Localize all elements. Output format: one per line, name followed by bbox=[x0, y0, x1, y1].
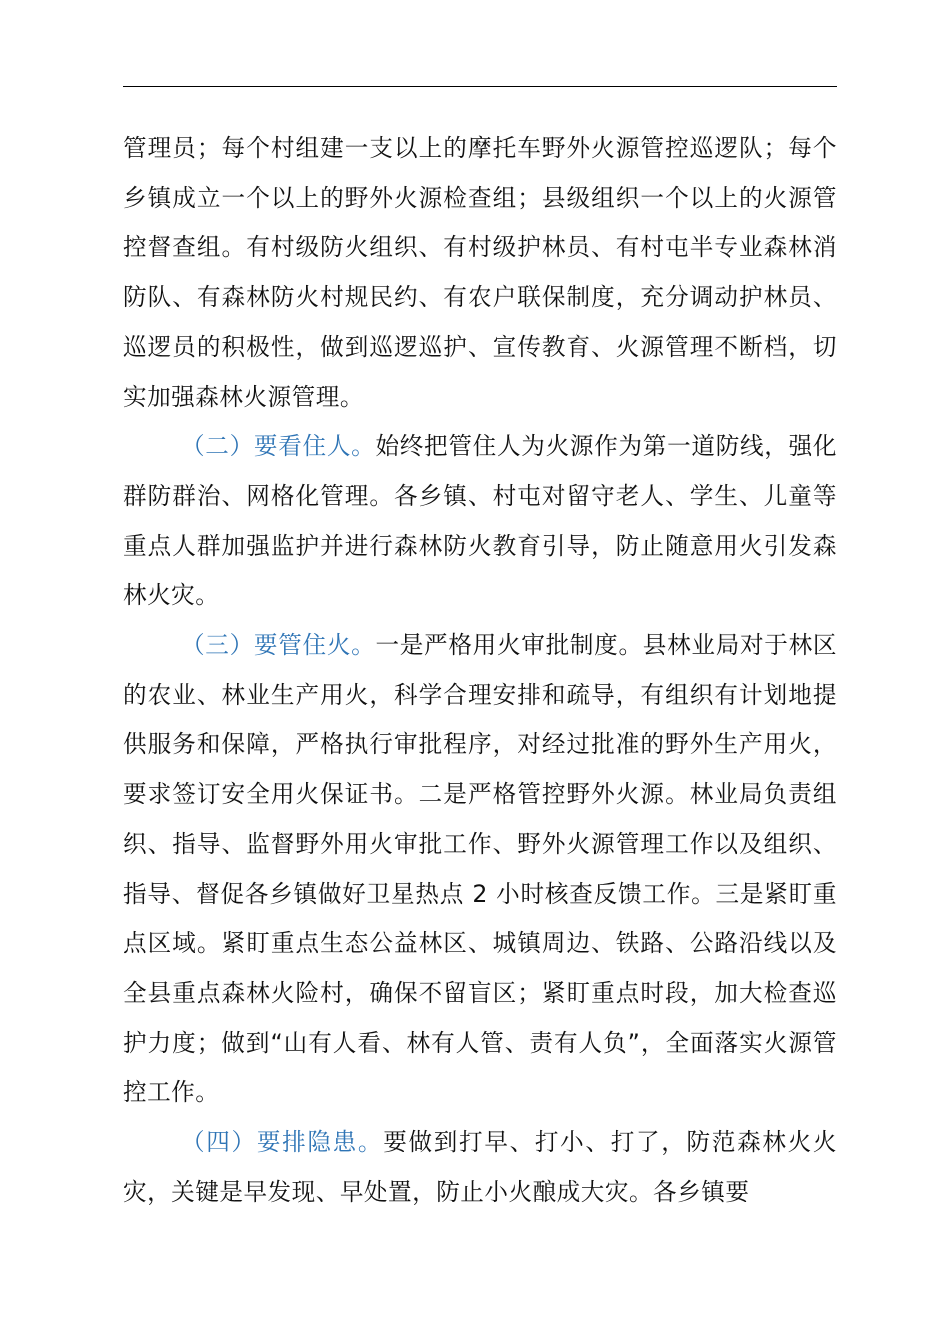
paragraph-control-fire bbox=[123, 621, 837, 1118]
paragraph-eliminate-hazards bbox=[123, 1118, 837, 1217]
paragraph-continuation bbox=[123, 124, 837, 422]
section-heading: （二）要看住人。 bbox=[181, 432, 376, 461]
paragraph-watch-people bbox=[123, 422, 837, 621]
paragraph-text: 始终把管住人为火源作为第一道防线，强化群防群治、网格化管理。各乡镇、村屯对留守老人、学生、儿童等重点人群加强监护并进行森林防火教育引导，防止随意用火引发森林火灾。 bbox=[123, 432, 838, 610]
section-heading: （四）要排隐患。 bbox=[181, 1128, 384, 1157]
section-heading: （三）要管住火。 bbox=[181, 631, 376, 660]
paragraph-text: 管理员；每个村组建一支以上的摩托车野外火源管控巡逻队；每个乡镇成立一个以上的野外火源检查组；县级组织一个以上的火源管控督查组。有村级防火组织、有村级护林员、有村屯半专业森林消防队、有森林防火村规民约、有农户联保制度，充分调动护林员、巡逻员的积极性，做到巡逻巡护、宣传教育、火源管理不断档，切实加强森林火源管理。 bbox=[123, 134, 837, 411]
page-body bbox=[123, 124, 837, 1217]
header-rule bbox=[123, 86, 837, 87]
paragraph-text: 要做到打早、打小、打了，防范森林火火灾，关键是早发现、早处置，防止小火酿成大灾。各乡镇要 bbox=[123, 1128, 838, 1206]
paragraph-text: 一是严格用火审批制度。县林业局对于林区的农业、林业生产用火，科学合理安排和疏导，有组织有计划地提供服务和保障，严格执行审批程序，对经过批准的野外生产用火，要求签订安全用火保证书。二是严格管控野外火源。林业局负责组织、指导、监督野外用火审批工作、野外火源管理工作以及组织、指导、督促各乡镇做好卫星热点 2 小时核查反馈工作。三是紧盯重点区域。紧盯重点生态公益林区、城镇周边、铁路、公路沿线以及全县重点森林火险村，确保不留盲区；紧盯重点时段，加大检查巡护力度；做到“山有人看、林有人管、责有人负”，全面落实火源管控工作。 bbox=[123, 631, 838, 1107]
